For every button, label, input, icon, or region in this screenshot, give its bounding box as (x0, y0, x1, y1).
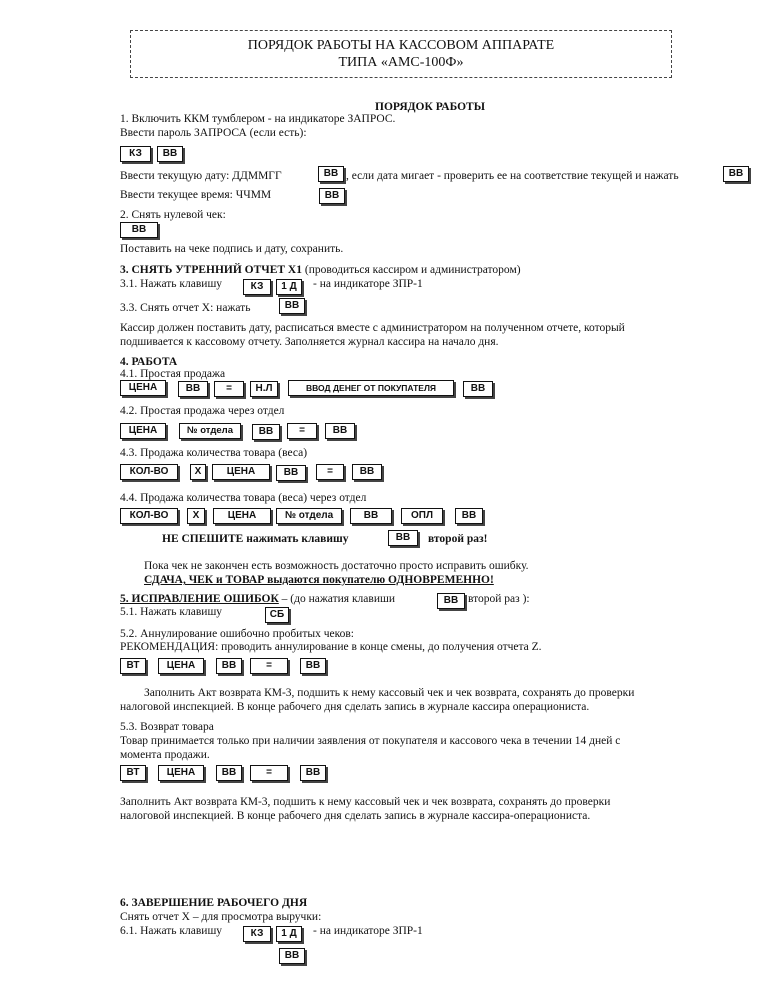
s4-line4: 4.4. Продажа количества товара (веса) через отдел (120, 492, 367, 504)
key-kz: КЗ (243, 279, 271, 295)
key-otdel: № отдела (276, 508, 342, 524)
key-vt: ВТ (120, 658, 146, 674)
s4-warning-part1: НЕ СПЕШИТЕ нажимать клавишу (162, 533, 349, 545)
key-kz: КЗ (120, 146, 151, 162)
s5-heading-rest: – (до нажатия клавиши (278, 593, 395, 605)
title-line-2: ТИПА «АМС-100Ф» (338, 55, 464, 70)
s3-para1: Кассир должен поставить дату, расписаться вместе с администратором на полученном отчете, который (120, 322, 625, 334)
key-equals: = (316, 464, 344, 480)
key-vv: ВВ (157, 146, 183, 162)
s3-heading (120, 264, 521, 277)
s5-para5: Заполнить Акт возврата КМ-3, подшить к нему кассовый чек и чек возврата, сохранять до проверки (120, 796, 611, 808)
s6-heading: 6. ЗАВЕРШЕНИЕ РАБОЧЕГО ДНЯ (120, 897, 308, 909)
key-vv: ВВ (178, 381, 208, 397)
s4-para1: Пока чек не закончен есть возможность достаточно просто исправить ошибку. (144, 560, 529, 572)
s1-line1: 1. Включить ККМ тумблером - на индикаторе ЗАПРОС. (120, 113, 396, 125)
s4-line1: 4.1. Простая продажа (120, 368, 226, 380)
key-vv: ВВ (455, 508, 483, 524)
key-kolvo: КОЛ-ВО (120, 464, 178, 480)
key-vv: ВВ (279, 948, 305, 964)
key-cena: ЦЕНА (213, 508, 271, 524)
s4-warning-part2: второй раз! (428, 533, 488, 545)
main-heading: ПОРЯДОК РАБОТЫ (375, 101, 486, 113)
key-cena: ЦЕНА (212, 464, 270, 480)
s4-line2: 4.2. Простая продажа через отдел (120, 405, 285, 417)
s5-line2: 5.2. Аннулирование ошибочно пробитых чеков: (120, 628, 354, 640)
s6-line2b: - на индикаторе ЗПР-1 (313, 925, 423, 937)
key-cena: ЦЕНА (120, 380, 166, 396)
s1-line3b: , если дата мигает - проверить ее на соответствие текущей и нажать (346, 170, 679, 182)
s6-line2: 6.1. Нажать клавишу (120, 925, 223, 937)
key-vv: ВВ (279, 298, 305, 314)
s4-heading: 4. РАБОТА (120, 356, 178, 368)
key-vvod-deneg: ВВОД ДЕНЕГ ОТ ПОКУПАТЕЛЯ (288, 380, 454, 396)
s1-line3: Ввести текущую дату: ДДММГГ (120, 170, 282, 182)
key-vv: ВВ (300, 658, 326, 674)
s6-line1: Снять отчет Х – для просмотра выручки: (120, 911, 322, 923)
s5-para2: налоговой инспекцией. В конце рабочего дня сделать запись в журнале кассира операциониста. (120, 701, 590, 713)
key-vv: ВВ (300, 765, 326, 781)
s4-line3: 4.3. Продажа количества товара (веса) (120, 447, 308, 459)
key-vv: ВВ (325, 423, 355, 439)
s4-para2: СДАЧА, ЧЕК и ТОВАР выдаются покупателю ОДНОВРЕМЕННО! (144, 574, 494, 586)
s5-heading-end: второй раз ): (468, 593, 530, 605)
key-vv: ВВ (318, 166, 344, 182)
key-vv: ВВ (252, 424, 280, 440)
key-vv: ВВ (437, 593, 465, 609)
key-vv: ВВ (216, 658, 242, 674)
key-equals: = (250, 765, 288, 781)
key-vt: ВТ (120, 765, 146, 781)
key-vv: ВВ (723, 166, 749, 182)
s3-heading-bold: 3. СНЯТЬ УТРЕННИЙ ОТЧЕТ Х1 (120, 264, 302, 276)
key-sb: СБ (265, 607, 289, 623)
key-opl: ОПЛ (401, 508, 443, 524)
s1-line2: Ввести пароль ЗАПРОСА (если есть): (120, 127, 307, 139)
s5-line4: 5.3. Возврат товара (120, 721, 214, 733)
s5-para3: Товар принимается только при наличии заявления от покупателя и кассового чека в течении 14 дней с (120, 735, 621, 747)
s3-para2: подшивается к кассовому отчету. Заполняется журнал кассира на начало дня. (120, 336, 499, 348)
key-vv: ВВ (352, 464, 382, 480)
key-vv: ВВ (120, 222, 158, 238)
key-x: Х (190, 464, 206, 480)
key-equals: = (250, 658, 288, 674)
key-vv: ВВ (276, 465, 306, 481)
key-x: Х (187, 508, 205, 524)
key-equals: = (287, 423, 317, 439)
s5-para4: момента продажи. (120, 749, 210, 761)
s5-line3: РЕКОМЕНДАЦИЯ: проводить аннулирование в конце смены, до получения отчета Z. (120, 641, 542, 653)
s2-line1: 2. Снять нулевой чек: (120, 209, 226, 221)
key-vv: ВВ (463, 381, 493, 397)
key-kz: КЗ (243, 926, 271, 942)
key-cena: ЦЕНА (120, 423, 166, 439)
s3-line2: 3.3. Снять отчет Х: нажать (120, 302, 251, 314)
key-vv: ВВ (388, 530, 418, 546)
s5-para1: Заполнить Акт возврата КМ-3, подшить к нему кассовый чек и чек возврата, сохранять до проверки (144, 687, 635, 699)
s5-heading (120, 593, 395, 606)
s5-line1: 5.1. Нажать клавишу (120, 606, 223, 618)
key-vv: ВВ (350, 508, 392, 524)
key-vv: ВВ (319, 188, 345, 204)
s3-line1: 3.1. Нажать клавишу (120, 278, 223, 290)
key-otdel: № отдела (179, 423, 241, 439)
title-box (130, 30, 672, 78)
key-vv: ВВ (216, 765, 242, 781)
key-equals: = (214, 381, 244, 397)
key-cena: ЦЕНА (158, 765, 204, 781)
s5-heading-bold: 5. ИСПРАВЛЕНИЕ ОШИБОК (120, 593, 279, 605)
title-line-1: ПОРЯДОК РАБОТЫ НА КАССОВОМ АППАРАТЕ (247, 38, 555, 53)
s1-line4: Ввести текущее время: ЧЧММ (120, 189, 272, 201)
s3-line1b: - на индикаторе ЗПР-1 (313, 278, 423, 290)
key-kolvo: КОЛ-ВО (120, 508, 178, 524)
s3-heading-rest: (проводиться кассиром и администратором) (302, 264, 521, 276)
key-cena: ЦЕНА (158, 658, 204, 674)
key-1d: 1 Д (276, 926, 302, 942)
s5-para6: налоговой инспекцией. В конце рабочего дня сделать запись в журнале кассира-операциониста. (120, 810, 591, 822)
key-1d: 1 Д (276, 279, 302, 295)
key-nl: Н.Л (250, 381, 278, 397)
s2-line2: Поставить на чеке подпись и дату, сохранить. (120, 243, 344, 255)
